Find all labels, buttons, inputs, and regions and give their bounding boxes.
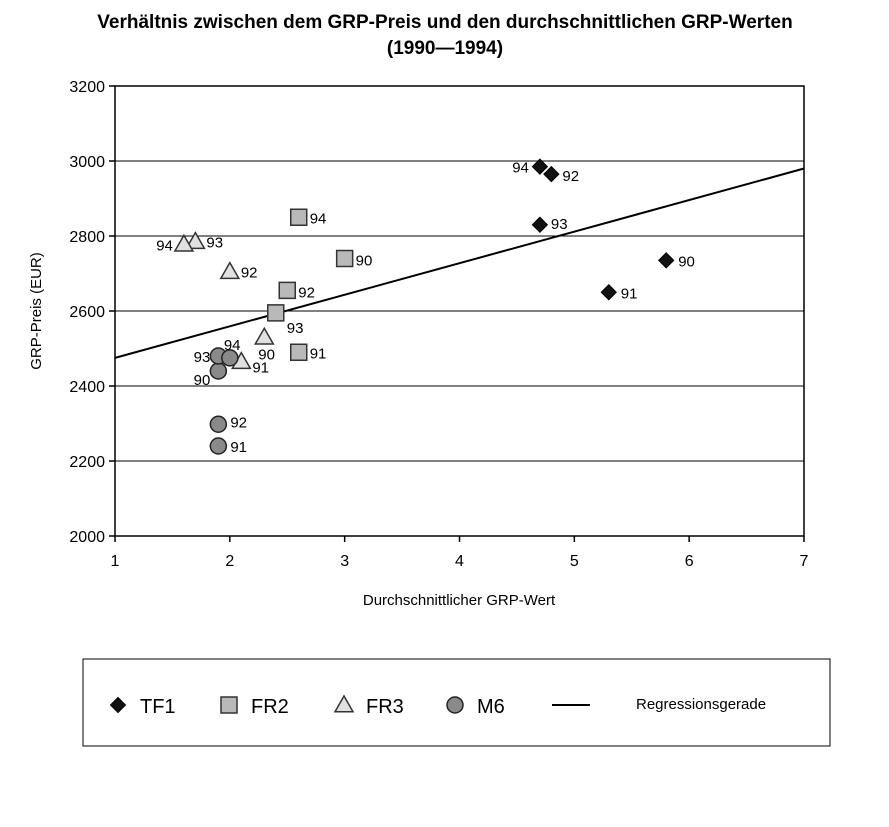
axis-ticks (69, 79, 808, 570)
regression-line (115, 169, 804, 358)
point-fr2-92 (279, 282, 295, 298)
point-tf1-91 (601, 285, 616, 300)
point-m6-91 (210, 438, 226, 454)
point-label: 93 (286, 319, 304, 337)
x-tick-label: 4 (455, 553, 464, 570)
point-label: 91 (230, 439, 248, 456)
y-tick-label: 2000 (69, 529, 105, 546)
x-tick-label: 5 (569, 553, 579, 570)
y-tick-label: 2200 (69, 454, 105, 471)
point-label: 90 (355, 252, 373, 270)
x-tick-label: 2 (225, 553, 235, 570)
point-label: 91 (309, 345, 327, 363)
legend-label-m6: M6 (477, 696, 505, 718)
point-label: 90 (193, 372, 211, 389)
point-label: 94 (223, 336, 241, 354)
point-fr2-94 (291, 209, 307, 225)
y-tick-label: 2600 (69, 304, 105, 321)
point-label: 94 (156, 237, 173, 255)
x-tick-label: 3 (340, 553, 350, 570)
point-label: 90 (258, 346, 275, 364)
legend-label-tf1: TF1 (140, 696, 176, 718)
legend-label-fr3: FR3 (366, 696, 404, 718)
point-tf1-92 (544, 167, 559, 182)
point-label: 90 (678, 253, 695, 271)
series-fr2 (268, 209, 373, 362)
point-label: 94 (512, 159, 529, 177)
x-axis-label: Durchschnittlicher GRP-Wert (362, 592, 556, 609)
chart-title: Verhältnis zwischen dem GRP-Preis und den durchschnittlichen GRP-Werten (97, 12, 793, 33)
chart-subtitle: (1990—1994) (386, 38, 504, 59)
point-label: 93 (206, 234, 224, 252)
y-tick-label: 3000 (69, 154, 105, 171)
point-tf1-90 (659, 253, 674, 268)
point-fr3-92 (221, 263, 239, 279)
y-tick-label: 3200 (69, 79, 105, 96)
legend-label-regression: Regressionsgerade (636, 696, 767, 713)
point-tf1-93 (532, 217, 547, 232)
point-fr2-91 (291, 344, 307, 360)
y-tick-label: 2400 (69, 379, 105, 396)
point-fr2-93 (268, 305, 284, 321)
point-label: 92 (240, 264, 258, 282)
point-label: 91 (252, 359, 270, 377)
x-tick-label: 1 (110, 553, 120, 570)
point-label: 91 (620, 285, 638, 303)
point-label: 93 (550, 215, 568, 233)
point-fr3-90 (255, 328, 273, 344)
point-label: 94 (309, 210, 327, 228)
x-tick-label: 6 (684, 553, 694, 570)
point-fr2-90 (337, 251, 353, 267)
series-tf1 (512, 159, 695, 302)
series-m6 (194, 337, 247, 456)
point-label: 92 (230, 414, 248, 432)
point-label: 92 (562, 168, 580, 186)
y-axis-label: GRP-Preis (EUR) (28, 252, 45, 370)
x-tick-label: 7 (799, 553, 809, 570)
point-m6-90 (210, 363, 226, 379)
legend-marker-fr2 (221, 697, 237, 713)
legend-marker-m6 (447, 697, 463, 713)
legend-label-fr2: FR2 (251, 696, 289, 718)
point-label: 92 (298, 284, 315, 302)
point-label: 93 (193, 349, 211, 366)
data-points (156, 159, 695, 456)
y-tick-label: 2800 (69, 229, 105, 246)
point-m6-92 (210, 416, 226, 432)
